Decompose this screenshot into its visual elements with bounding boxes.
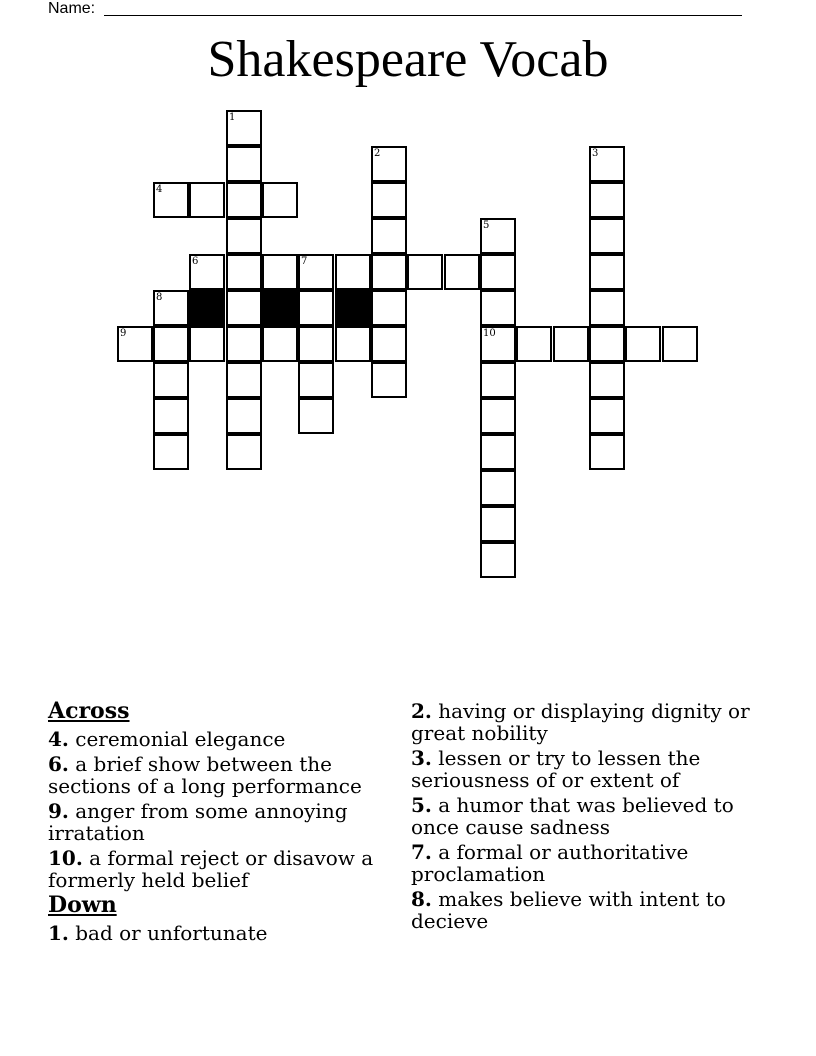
crossword-cell[interactable] <box>589 434 625 470</box>
crossword-cell[interactable] <box>371 362 407 398</box>
crossword-cell[interactable] <box>371 326 407 362</box>
crossword-cell[interactable] <box>480 434 516 470</box>
crossword-cell[interactable] <box>589 218 625 254</box>
crossword-black-cell <box>335 290 371 326</box>
clue-number: 5 <box>483 220 490 231</box>
crossword-cell[interactable] <box>226 326 262 362</box>
crossword-cell[interactable] <box>553 326 589 362</box>
clue-item: 1. bad or unfortunate <box>48 921 268 945</box>
crossword-cell[interactable] <box>226 434 262 470</box>
crossword-cell[interactable] <box>117 326 153 362</box>
crossword-cell[interactable] <box>153 326 189 362</box>
clue-number: 7 <box>301 256 308 267</box>
crossword-cell[interactable] <box>589 398 625 434</box>
crossword-cell[interactable] <box>480 470 516 506</box>
crossword-cell[interactable] <box>226 254 262 290</box>
clue-item: 6. a brief show between the sections of a long performance <box>48 752 362 798</box>
clue-number: 3 <box>592 148 599 159</box>
crossword-cell[interactable] <box>226 362 262 398</box>
crossword-cell[interactable] <box>298 254 334 290</box>
crossword-cell[interactable] <box>589 182 625 218</box>
crossword-cell[interactable] <box>371 290 407 326</box>
page-title: Shakespeare Vocab <box>207 31 609 88</box>
clue-item: 10. a formal reject or disavow a formerly held belief <box>48 846 374 892</box>
crossword-cell[interactable] <box>226 146 262 182</box>
crossword-cell[interactable] <box>298 290 334 326</box>
crossword-cell[interactable] <box>480 542 516 578</box>
clue-item: 3. lessen or try to lessen the seriousness of or extent of <box>411 746 701 792</box>
crossword-black-cell <box>262 290 298 326</box>
clue-number: 1 <box>229 112 236 123</box>
crossword-cell[interactable] <box>589 326 625 362</box>
crossword-cell[interactable] <box>589 290 625 326</box>
clue-item: 5. a humor that was believed to once cause sadness <box>411 793 734 839</box>
crossword-cell[interactable] <box>226 290 262 326</box>
clue-number: 8 <box>156 292 163 303</box>
crossword-cell[interactable] <box>480 506 516 542</box>
clue-item: 4. ceremonial elegance <box>48 727 286 751</box>
crossword-cell[interactable] <box>480 398 516 434</box>
clues-right-column <box>411 700 751 935</box>
clue-number: 10 <box>483 328 496 339</box>
crossword-cell[interactable] <box>371 218 407 254</box>
crossword-cell[interactable] <box>662 326 698 362</box>
crossword-cell[interactable] <box>298 398 334 434</box>
crossword-cell[interactable] <box>589 254 625 290</box>
crossword-cell[interactable] <box>262 254 298 290</box>
crossword-cell[interactable] <box>444 254 480 290</box>
clue-item: 8. makes believe with intent to decieve <box>411 887 726 933</box>
crossword-cell[interactable] <box>480 290 516 326</box>
crossword-cell[interactable] <box>262 326 298 362</box>
crossword-cell[interactable] <box>335 326 371 362</box>
clues-left-column <box>48 700 388 947</box>
crossword-cell[interactable] <box>298 326 334 362</box>
crossword-cell[interactable] <box>153 434 189 470</box>
crossword-cell[interactable] <box>226 182 262 218</box>
crossword-cell[interactable] <box>480 362 516 398</box>
crossword-cell[interactable] <box>625 326 661 362</box>
crossword-cell[interactable] <box>189 326 225 362</box>
clue-item: 9. anger from some annoying irratation <box>48 799 348 845</box>
clue-item: 7. a formal or authoritative proclamation <box>411 840 689 886</box>
crossword-cell[interactable] <box>407 254 443 290</box>
crossword-cell[interactable] <box>371 182 407 218</box>
crossword-cell[interactable] <box>480 254 516 290</box>
crossword-cell[interactable] <box>480 326 516 362</box>
clue-number: 9 <box>120 328 127 339</box>
clue-number: 6 <box>192 256 199 267</box>
crossword-cell[interactable] <box>153 362 189 398</box>
crossword-cell[interactable] <box>226 218 262 254</box>
crossword-cell[interactable] <box>262 182 298 218</box>
crossword-cell[interactable] <box>153 182 189 218</box>
crossword-black-cell <box>189 290 225 326</box>
crossword-cell[interactable] <box>335 254 371 290</box>
crossword-cell[interactable] <box>480 218 516 254</box>
name-label: Name: <box>48 0 96 17</box>
crossword-cell[interactable] <box>589 362 625 398</box>
clue-number: 2 <box>374 148 381 159</box>
clue-item: 2. having or displaying dignity or great nobility <box>411 699 750 745</box>
crossword-cell[interactable] <box>371 146 407 182</box>
crossword-cell[interactable] <box>153 398 189 434</box>
crossword-cell[interactable] <box>298 362 334 398</box>
down-heading: Down <box>48 892 117 918</box>
crossword-cell[interactable] <box>371 254 407 290</box>
crossword-cell[interactable] <box>226 110 262 146</box>
crossword-cell[interactable] <box>189 254 225 290</box>
crossword-cell[interactable] <box>153 290 189 326</box>
clue-number: 4 <box>156 184 163 195</box>
crossword-cell[interactable] <box>226 398 262 434</box>
crossword-cell[interactable] <box>516 326 552 362</box>
crossword-cell[interactable] <box>189 182 225 218</box>
crossword-cell[interactable] <box>589 146 625 182</box>
across-heading: Across <box>48 698 130 724</box>
